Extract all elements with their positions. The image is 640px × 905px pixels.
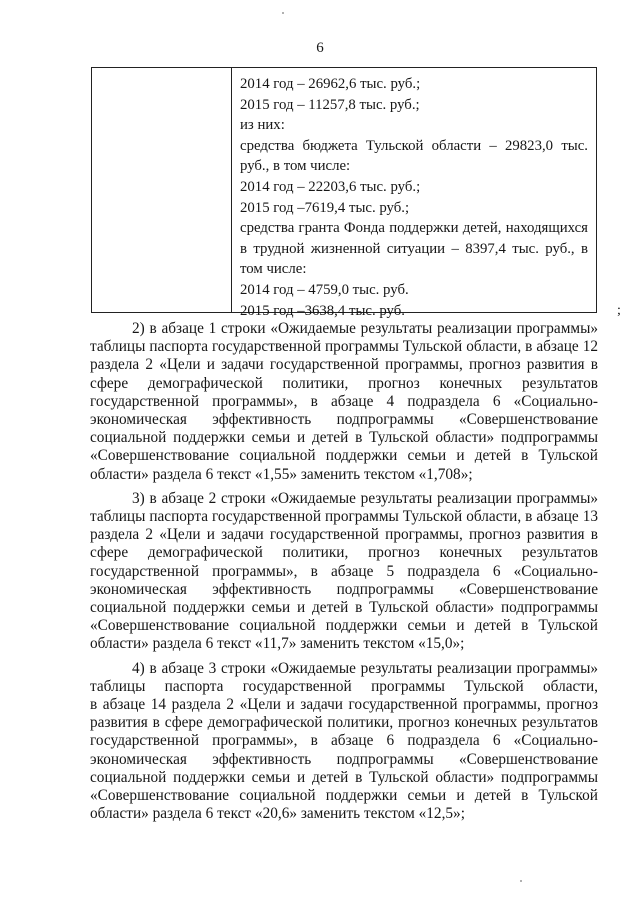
paragraph-line: «Совершенствование социальной поддержки семьи и детей в Тульской <box>90 787 598 805</box>
table-line: в трудной жизненной ситуации – 8397,4 тыс. руб., в <box>240 240 588 257</box>
paragraph-line: социальной поддержки семьи и детей в Тульской области» подпрограммы <box>90 768 598 786</box>
paragraph-item-4 <box>90 660 598 824</box>
paragraph-line: 3) в абзаце 2 строки «Ожидаемые результаты реализации программы» <box>132 489 598 507</box>
paragraph-line: таблицы паспорта государственной программы Тульской области, в абзаце 12 <box>90 338 598 356</box>
paragraph-item-2 <box>90 320 598 484</box>
paragraph-line: государственной программы», в абзаце 4 подраздела 6 «Социально- <box>90 392 598 410</box>
table-line: руб., в том числе: <box>240 158 351 175</box>
paragraph-line: сфере демографической политики, прогноз конечных результатов <box>90 374 598 392</box>
scan-speck <box>282 12 284 14</box>
paragraph-line: социальной поддержки семьи и детей в Тульской области» подпрограммы <box>90 599 598 617</box>
paragraph-line: «Совершенствование социальной поддержки семьи и детей в Тульской <box>90 617 598 635</box>
page-number: 6 <box>316 40 324 56</box>
paragraph-line: социальной поддержки семьи и детей в Тульской области» подпрограммы <box>90 429 598 447</box>
table-line: 2014 год – 4759,0 тыс. руб. <box>240 281 409 298</box>
document-body <box>90 320 598 829</box>
table-line: 2015 год –7619,4 тыс. руб.; <box>240 199 410 216</box>
paragraph-line: государственной программы», в абзаце 5 подраздела 6 «Социально- <box>90 562 598 580</box>
scan-speck <box>520 880 522 882</box>
table-line: средства гранта Фонда поддержки детей, находящихся <box>240 220 588 237</box>
table-line: 2014 год – 26962,6 тыс. руб.; <box>240 76 421 92</box>
paragraph-line: экономическая эффективность подпрограммы «Совершенствование <box>90 580 598 598</box>
paragraph-line: развития в сфере демографической политики, прогноз конечных результатов <box>90 714 598 732</box>
paragraph-item-3 <box>90 490 598 654</box>
paragraph-line: 4) в абзаце 3 строки «Ожидаемые результаты реализации программы» <box>132 659 598 677</box>
paragraph-line: области» раздела 6 текст «20,6» заменить текстом «12,5»; <box>90 805 465 823</box>
paragraph-line: экономическая эффективность подпрограммы «Совершенствование <box>90 411 598 429</box>
table-end-semicolon: ; <box>617 303 621 318</box>
paragraph-line: в абзаце 14 раздела 2 «Цели и задачи государственной программы, прогноз <box>90 696 598 714</box>
funding-table-right-cell <box>240 74 588 321</box>
paragraph-line: таблицы паспорта государственной программы Тульской области, в абзаце 13 <box>90 508 598 526</box>
table-line: том числе: <box>240 261 307 278</box>
table-line: 2015 год – 11257,8 тыс. руб.; <box>240 96 420 113</box>
table-line: из них: <box>240 117 285 134</box>
paragraph-line: «Совершенствование социальной поддержки семьи и детей в Тульской <box>90 447 598 465</box>
funding-table <box>91 67 597 319</box>
table-line: 2015 год –3638,4 тыс. руб. <box>240 302 405 319</box>
paragraph-line: области» раздела 6 текст «11,7» заменить текстом «15,0»; <box>90 635 465 653</box>
paragraph-line: раздела 2 «Цели и задачи государственной программы, прогноз развития в <box>90 526 598 544</box>
paragraph-line: сфере демографической политики, прогноз конечных результатов <box>90 544 598 562</box>
table-line: средства бюджета Тульской области – 29823,0 тыс. <box>240 137 588 154</box>
paragraph-line: области» раздела 6 текст «1,55» заменить текстом «1,708»; <box>90 465 473 483</box>
paragraph-line: раздела 2 «Цели и задачи государственной программы, прогноз развития в <box>90 356 598 374</box>
paragraph-line: 2) в абзаце 1 строки «Ожидаемые результаты реализации программы» <box>132 320 598 337</box>
paragraph-line: государственной программы», в абзаце 6 подраздела 6 «Социально- <box>90 732 598 750</box>
paragraph-line: экономическая эффективность подпрограммы «Совершенствование <box>90 750 598 768</box>
paragraph-line: таблицы паспорта государственной программы Тульской области, <box>90 677 598 695</box>
table-column-divider <box>231 68 232 312</box>
table-line: 2014 год – 22203,6 тыс. руб.; <box>240 178 421 195</box>
